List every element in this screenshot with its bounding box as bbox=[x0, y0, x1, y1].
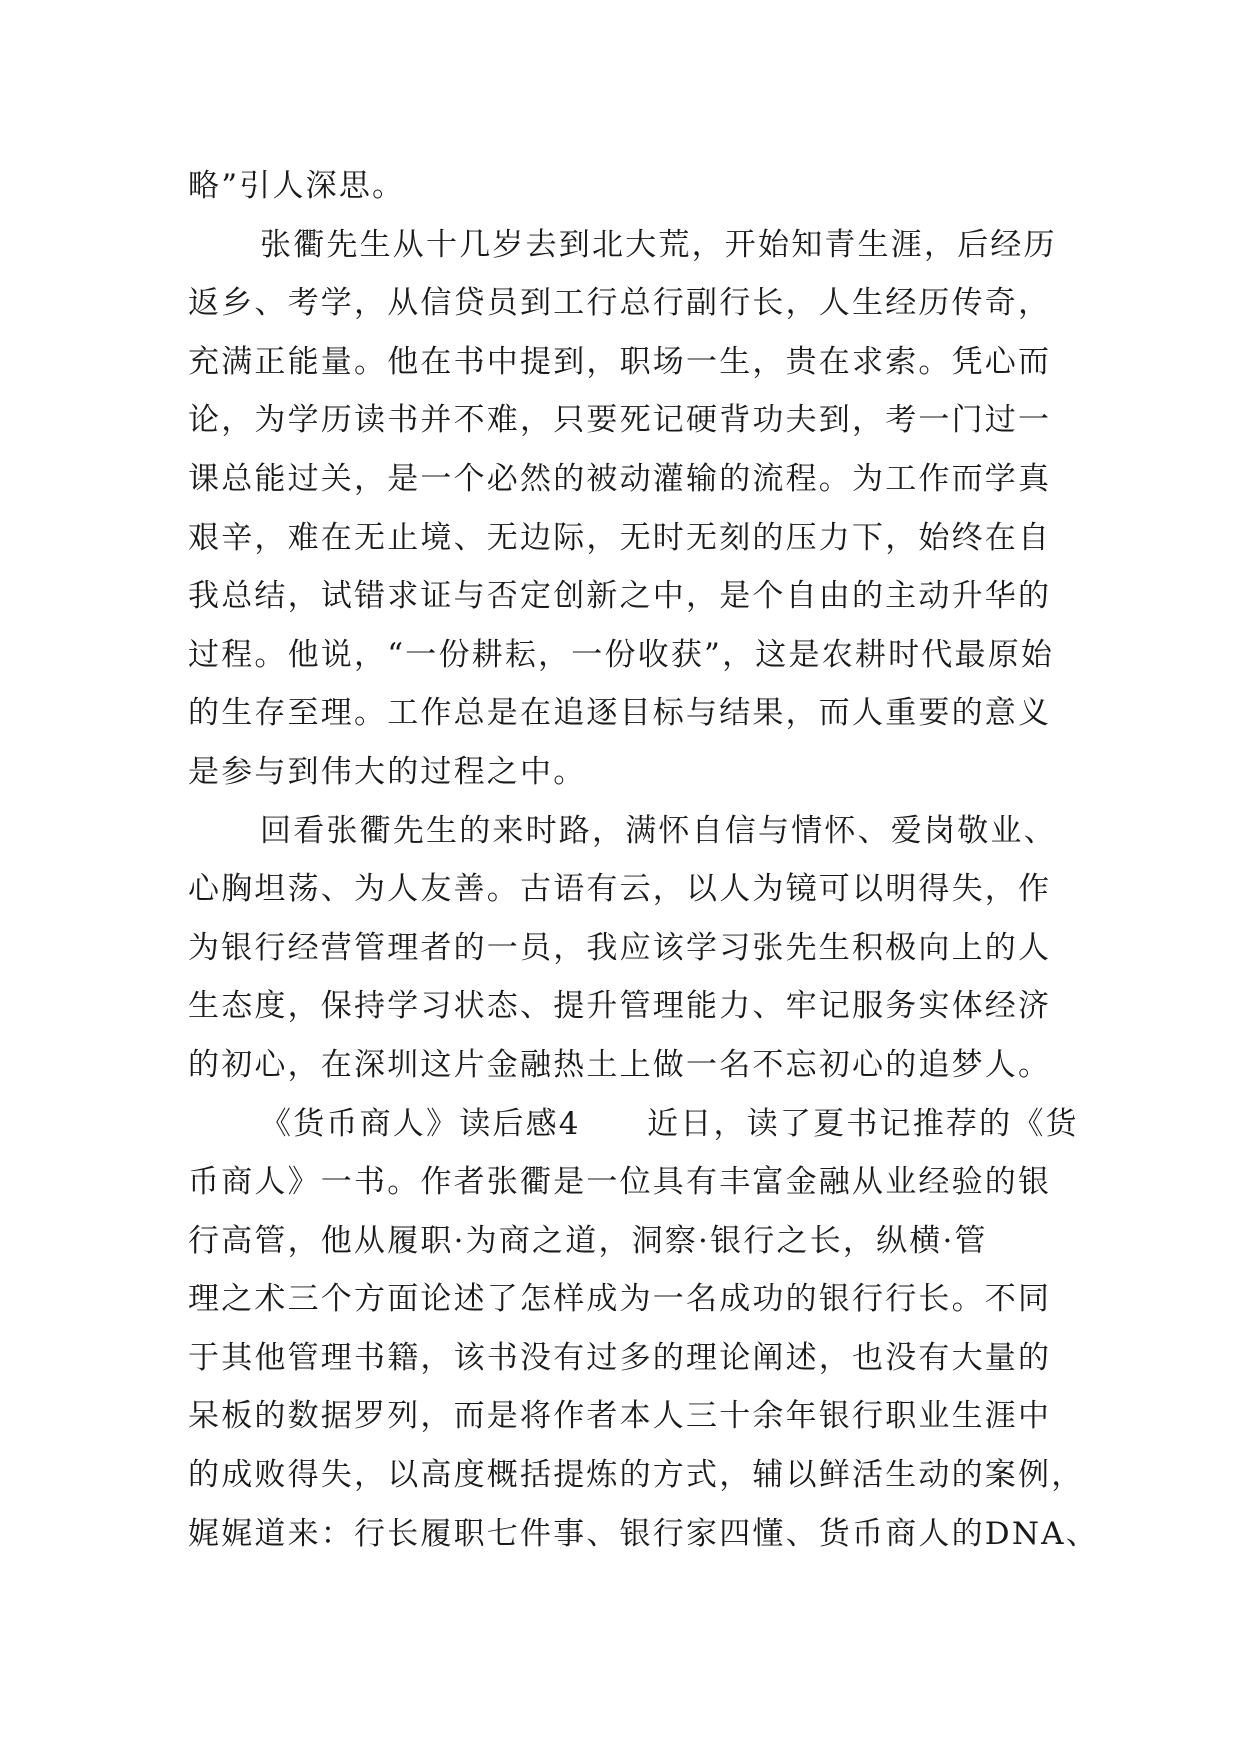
body-text bbox=[188, 157, 1099, 1563]
text-line: 返乡、考学，从信贷员到工行总行副行长，人生经历传奇， bbox=[188, 285, 1052, 322]
text-line: 币商人》一书。作者张衢是一位具有丰富金融从业经验的银 bbox=[188, 1164, 1052, 1201]
text-line: 论，为学历读书并不难，只要死记硬背功夫到，考一门过一 bbox=[188, 402, 1052, 439]
text-line: 略”引人深思。 bbox=[188, 168, 406, 204]
text-line: 的初心，在深圳这片金融热土上做一名不忘初心的追梦人。 bbox=[188, 1046, 1052, 1083]
text-line: 理之术三个方面论述了怎样成为一名成功的银行行长。不同 bbox=[188, 1281, 1052, 1318]
text-line: 张衢先生从十几岁去到北大荒，开始知青生涯，后经历 bbox=[260, 226, 1057, 263]
text-line: 课总能过关，是一个必然的被动灌输的流程。为工作而学真 bbox=[188, 460, 1052, 497]
text-line: 《货币商人》读后感4 近日，读了夏书记推荐的《货 bbox=[260, 1105, 1079, 1142]
text-line: 的生存至理。工作总是在追逐目标与结果，而人重要的意义 bbox=[188, 695, 1052, 732]
text-line: 回看张衢先生的来时路，满怀自信与情怀、爱岗敬业、 bbox=[260, 812, 1057, 849]
text-line: 过程。他说，“一份耕耘，一份收获”，这是农耕时代最原始 bbox=[188, 636, 1055, 673]
text-line: 娓娓道来：行长履职七件事、银行家四懂、货币商人的DNA、 bbox=[188, 1515, 1099, 1552]
text-line: 为银行经营管理者的一员，我应该学习张先生积极向上的人 bbox=[188, 929, 1052, 966]
text-line: 于其他管理书籍，该书没有过多的理论阐述，也没有大量的 bbox=[188, 1339, 1052, 1376]
text-line: 的成败得失，以高度概括提炼的方式，辅以鲜活生动的案例， bbox=[188, 1457, 1085, 1494]
text-line: 心胸坦荡、为人友善。古语有云，以人为镜可以明得失，作 bbox=[188, 871, 1052, 908]
text-line: 是参与到伟大的过程之中。 bbox=[188, 753, 587, 790]
text-line: 行高管，他从履职·为商之道，洞察·银行之长，纵横·管 bbox=[188, 1222, 988, 1259]
text-line: 我总结，试错求证与否定创新之中，是个自由的主动升华的 bbox=[188, 578, 1052, 615]
text-line: 充满正能量。他在书中提到，职场一生，贵在求索。凭心而 bbox=[188, 343, 1052, 380]
text-line: 生态度，保持学习状态、提升管理能力、牢记服务实体经济 bbox=[188, 988, 1052, 1025]
text-line: 呆板的数据罗列，而是将作者本人三十余年银行职业生涯中 bbox=[188, 1398, 1052, 1435]
text-line: 艰辛，难在无止境、无边际，无时无刻的压力下，始终在自 bbox=[188, 519, 1052, 556]
